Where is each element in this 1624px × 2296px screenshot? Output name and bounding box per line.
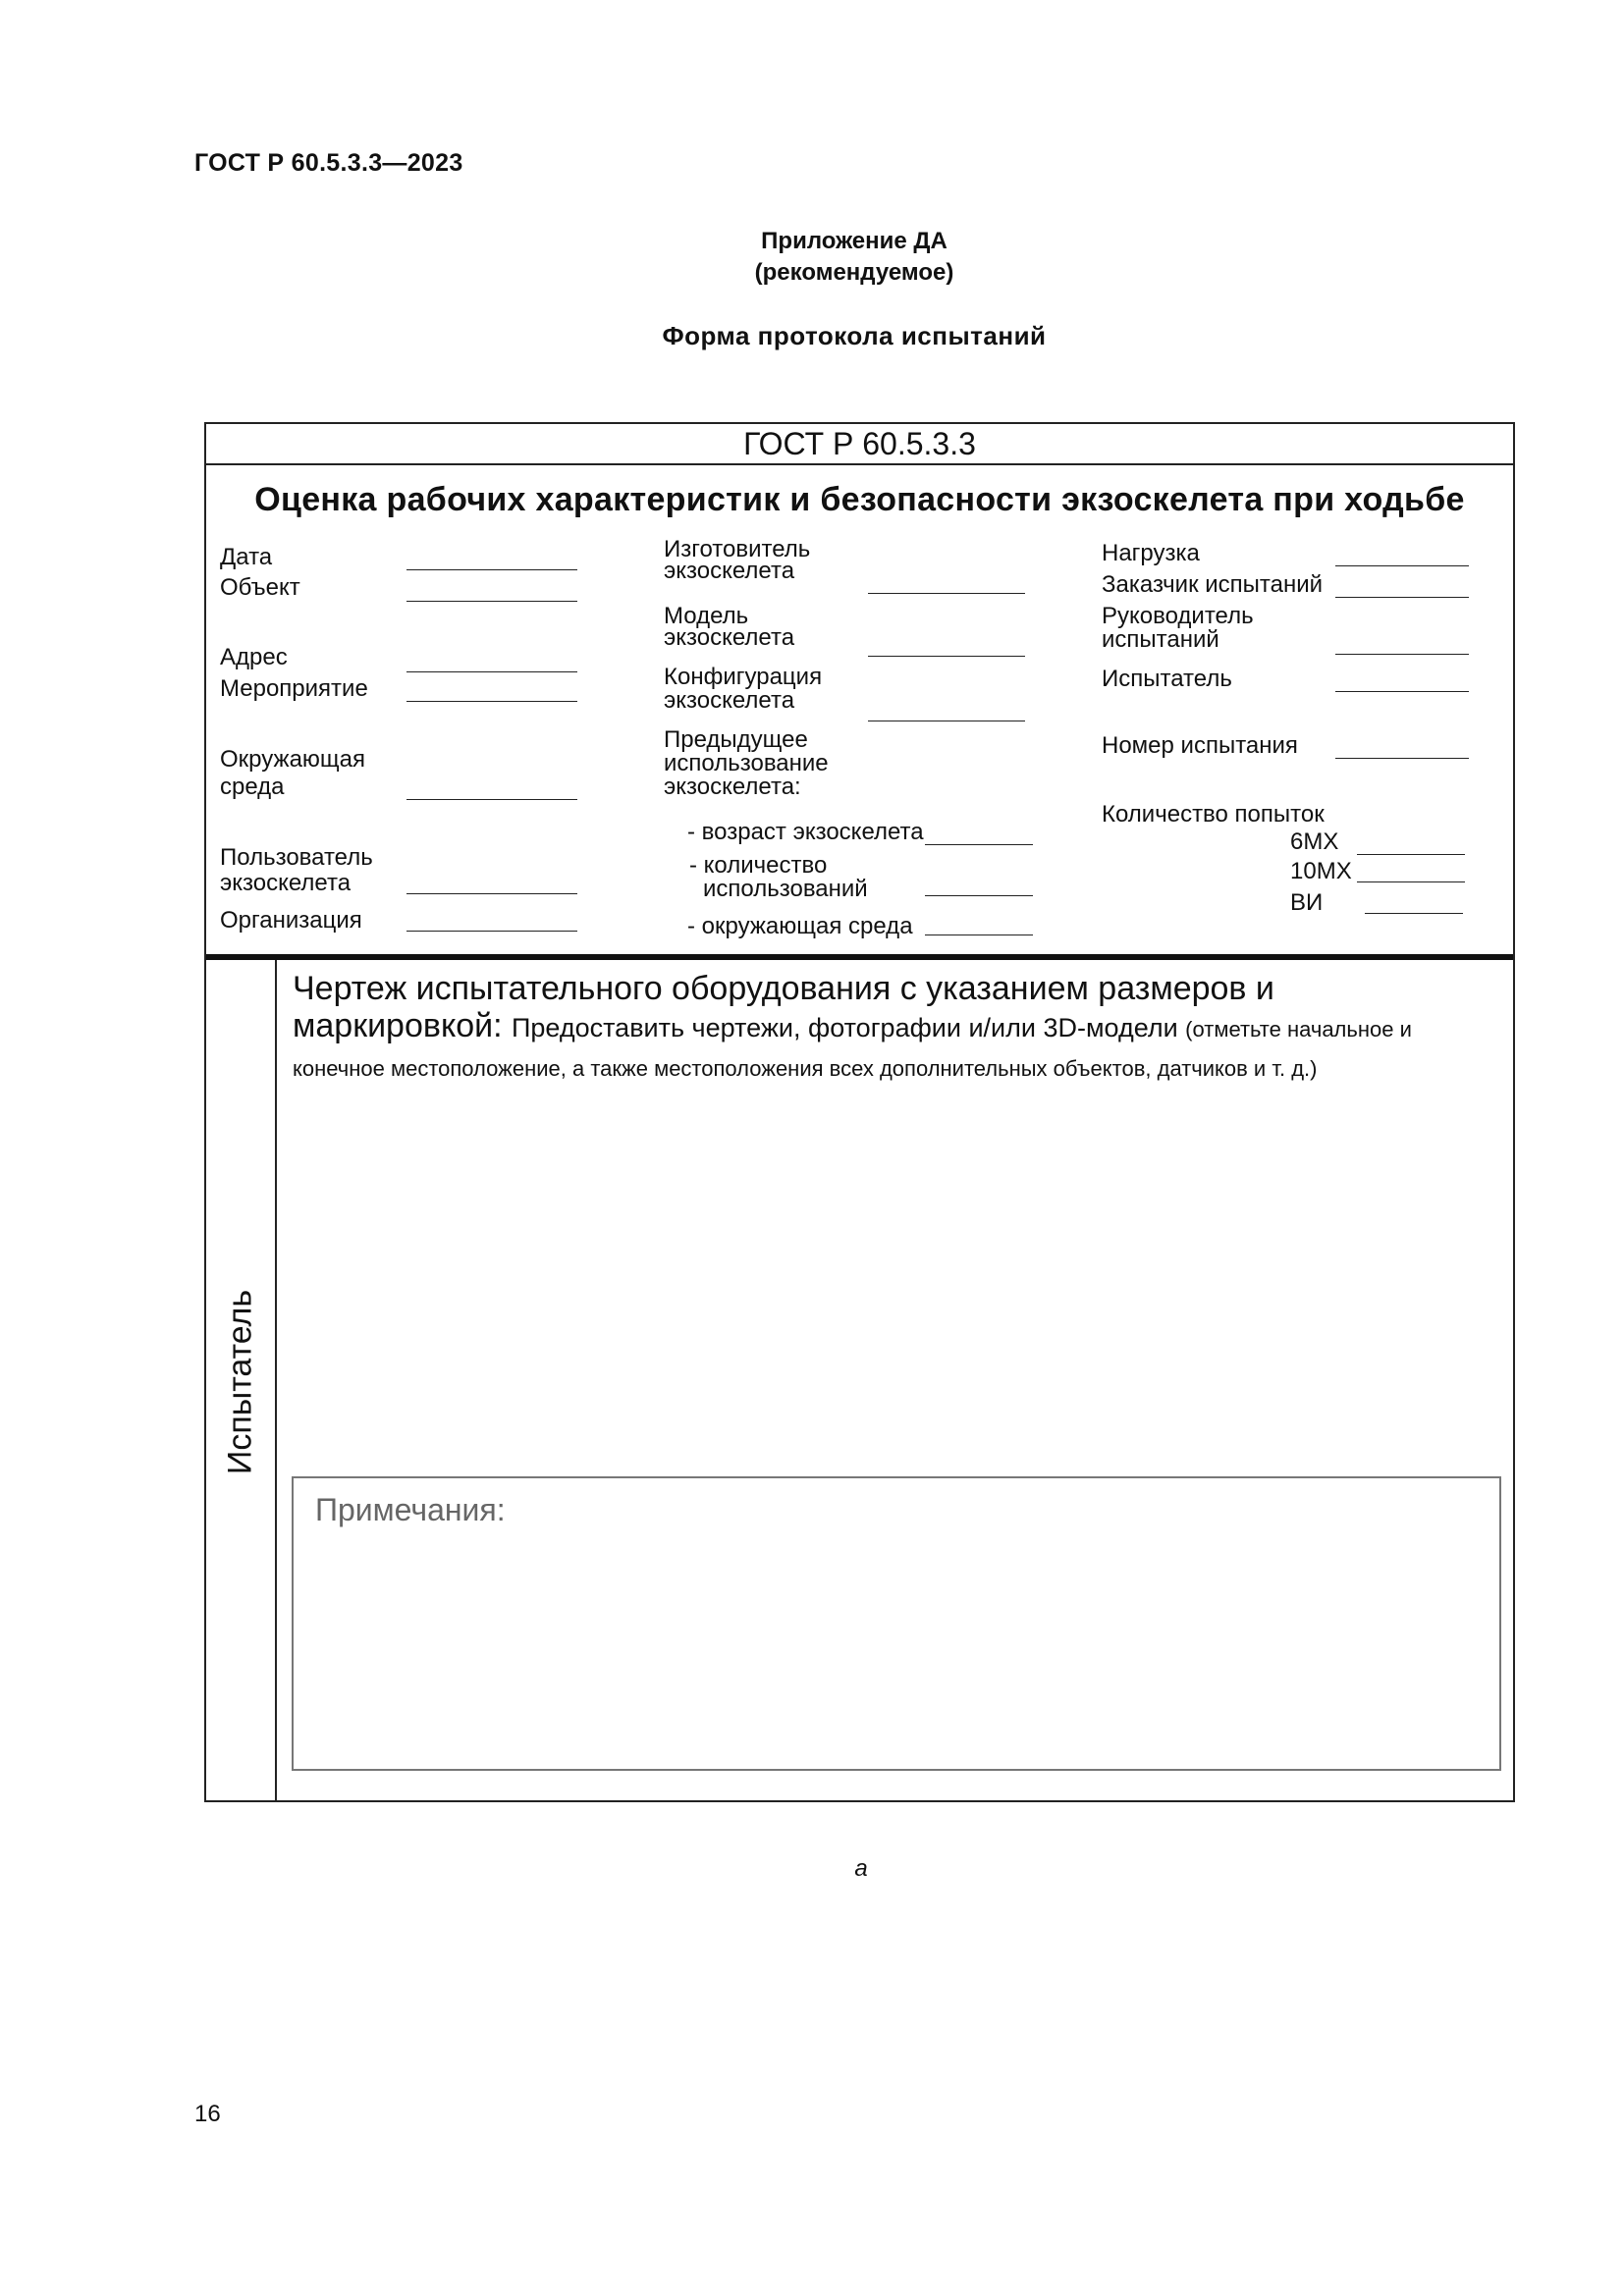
label-model-2: экзоскелета: [664, 624, 795, 651]
label-user-1: Пользователь: [220, 844, 373, 871]
label-use-count-1: - количество: [689, 852, 828, 879]
annex-title: Приложение ДА: [761, 228, 947, 254]
field-date[interactable]: [406, 569, 577, 570]
form-heading: Оценка рабочих характеристик и безопасности экзоскелета при ходьбе: [254, 481, 1465, 518]
drawing-title-line-1: Чертеж испытательного оборудования с указанием размеров и: [293, 970, 1274, 1007]
label-maker-1: Изготовитель: [664, 536, 811, 562]
label-environment-2: среда: [220, 774, 285, 800]
page-number: 16: [194, 2101, 221, 2127]
drawing-section-text: [293, 970, 1500, 1084]
label-model-1: Модель: [664, 603, 749, 629]
label-attempts-10mx: 10МХ: [1290, 858, 1352, 884]
label-user-2: экзоскелета: [220, 870, 352, 896]
field-exo-age[interactable]: [925, 844, 1033, 845]
field-test-number[interactable]: [1335, 758, 1469, 759]
form-title: Форма протокола испытаний: [662, 321, 1047, 350]
field-load[interactable]: [1335, 565, 1469, 566]
label-prev-use-3: экзоскелета:: [664, 774, 801, 800]
label-address: Адрес: [220, 644, 288, 670]
figure-letter: а: [854, 1855, 868, 1882]
field-attempts-vi[interactable]: [1365, 913, 1463, 914]
label-test-lead-2: испытаний: [1102, 626, 1219, 653]
label-tester: Испытатель: [1102, 666, 1232, 692]
label-load: Нагрузка: [1102, 540, 1200, 566]
field-customer[interactable]: [1335, 597, 1469, 598]
drawing-title-line-2: маркировкой:: [293, 1007, 512, 1044]
label-attempts-6mx: 6МХ: [1290, 828, 1339, 855]
field-maker[interactable]: [868, 593, 1025, 594]
document-code: ГОСТ Р 60.5.3.3—2023: [194, 149, 463, 177]
annex-subtitle: (рекомендуемое): [754, 259, 954, 286]
label-use-count-2: использований: [703, 876, 868, 902]
label-attempts-vi: ВИ: [1290, 889, 1324, 916]
drawing-note: (отметьте начальное и конечное местоположение, а также местоположения всех дополнительных объектов, датчиков и т. д.): [293, 1017, 1412, 1081]
label-environment-1: Окружающая: [220, 746, 366, 773]
label-object: Объект: [220, 574, 300, 601]
field-attempts-6mx[interactable]: [1357, 854, 1465, 855]
side-label-tester: Испытатель: [221, 1289, 259, 1475]
field-attempts-10mx[interactable]: [1357, 881, 1465, 882]
field-object[interactable]: [406, 601, 577, 602]
label-test-lead-1: Руководитель: [1102, 603, 1254, 629]
label-maker-2: экзоскелета: [664, 558, 795, 584]
label-attempts: Количество попыток: [1102, 801, 1325, 828]
field-event[interactable]: [406, 701, 577, 702]
field-environment[interactable]: [406, 799, 577, 800]
label-config-2: экзоскелета: [664, 687, 795, 714]
side-column: [206, 960, 277, 1802]
label-prev-environment: - окружающая среда: [687, 913, 913, 939]
notes-label: Примечания:: [315, 1492, 506, 1527]
section-divider: [206, 954, 1513, 960]
label-prev-use-2: использование: [664, 750, 829, 776]
label-customer: Заказчик испытаний: [1102, 571, 1324, 598]
test-report-form: [204, 422, 1515, 1802]
label-organization: Организация: [220, 907, 362, 934]
label-event: Мероприятие: [220, 675, 368, 702]
field-address[interactable]: [406, 671, 577, 672]
field-prev-environment[interactable]: [925, 934, 1033, 935]
field-test-lead[interactable]: [1335, 654, 1469, 655]
label-exo-age: - возраст экзоскелета: [687, 819, 924, 845]
field-use-count[interactable]: [925, 895, 1033, 896]
drawing-instruction: Предоставить чертежи, фотографии и/или 3D-модели: [512, 1013, 1186, 1042]
label-test-number: Номер испытания: [1102, 732, 1298, 759]
form-standard-header: ГОСТ Р 60.5.3.3: [206, 424, 1513, 465]
field-tester[interactable]: [1335, 691, 1469, 692]
label-date: Дата: [220, 544, 273, 570]
label-prev-use-1: Предыдущее: [664, 726, 808, 753]
field-organization[interactable]: [406, 931, 577, 932]
field-user[interactable]: [406, 893, 577, 894]
field-model[interactable]: [868, 656, 1025, 657]
notes-box[interactable]: [292, 1476, 1501, 1771]
label-config-1: Конфигурация: [664, 664, 823, 690]
